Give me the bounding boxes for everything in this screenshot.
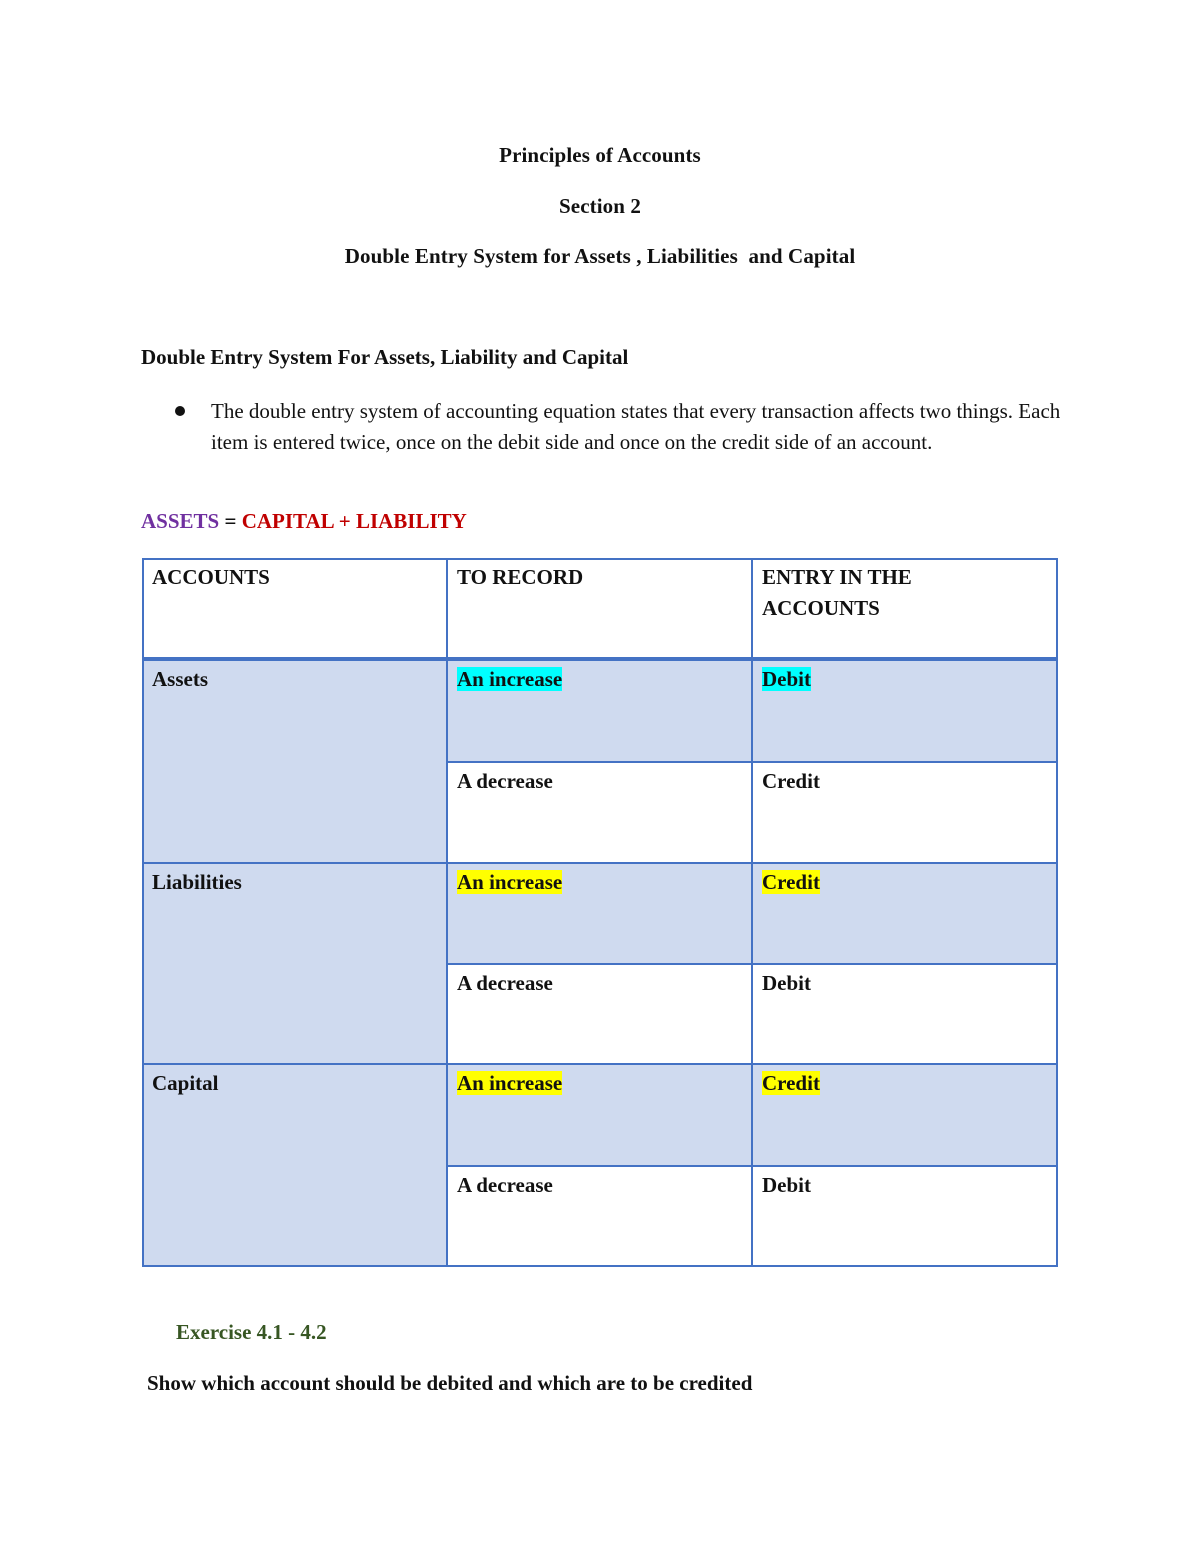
record-text: An increase — [457, 667, 563, 691]
record-cell — [447, 863, 752, 898]
account-assets: Assets — [152, 667, 208, 691]
accounting-equation — [141, 509, 467, 534]
document-title: Principles of Accounts — [499, 143, 701, 167]
header-to-record: TO RECORD — [457, 565, 584, 589]
table-border — [142, 558, 144, 1267]
section-label: Section 2 — [559, 194, 641, 218]
account-capital: Capital — [152, 1071, 219, 1095]
bullet-icon — [175, 406, 185, 416]
entry-text: Credit — [762, 1071, 820, 1095]
exercise-instruction: Show which account should be debited and which are to be credited — [147, 1371, 753, 1395]
entry-cell — [752, 660, 1057, 695]
column-divider — [446, 558, 448, 1267]
table-border — [1056, 558, 1058, 1267]
entry-cell: Debit — [762, 1173, 811, 1197]
exercise-label: Exercise 4.1 - 4.2 — [176, 1320, 327, 1344]
section-heading: Double Entry System For Assets, Liability and Capital — [141, 345, 629, 369]
record-cell: A decrease — [457, 971, 553, 995]
row-divider — [142, 862, 1058, 864]
header-divider — [142, 657, 1058, 661]
row-divider — [142, 1063, 1058, 1065]
entry-cell — [752, 1064, 1057, 1099]
record-cell — [447, 660, 752, 695]
header-accounts: ACCOUNTS — [152, 565, 270, 589]
entry-cell: Credit — [762, 769, 820, 793]
account-liabilities: Liabilities — [152, 870, 242, 894]
record-cell — [447, 1064, 752, 1099]
entry-text: Credit — [762, 870, 820, 894]
entry-cell: Debit — [762, 971, 811, 995]
accounts-column-shade — [142, 660, 447, 1267]
double-entry-table — [142, 558, 1058, 1267]
record-cell: A decrease — [457, 769, 553, 793]
record-text: An increase — [457, 870, 563, 894]
bullet-text: The double entry system of accounting equation states that every transaction affects two things. Each item is entered twice, once on the debit side and once on the credit side of an account. — [211, 399, 1061, 454]
record-text: An increase — [457, 1071, 563, 1095]
record-cell: A decrease — [457, 1173, 553, 1197]
table-border — [142, 1265, 1058, 1267]
entry-text: Debit — [762, 667, 811, 691]
equation-assets: ASSETS — [141, 509, 220, 533]
column-divider — [751, 558, 753, 1267]
header-entry: ENTRY IN THE ACCOUNTS — [762, 565, 912, 620]
equation-rhs: CAPITAL + LIABILITY — [241, 509, 467, 533]
table-border — [142, 558, 1058, 560]
document-subtitle: Double Entry System for Assets , Liabilities and Capital — [344, 244, 856, 268]
entry-cell — [752, 863, 1057, 898]
equation-equals: = — [219, 509, 242, 533]
